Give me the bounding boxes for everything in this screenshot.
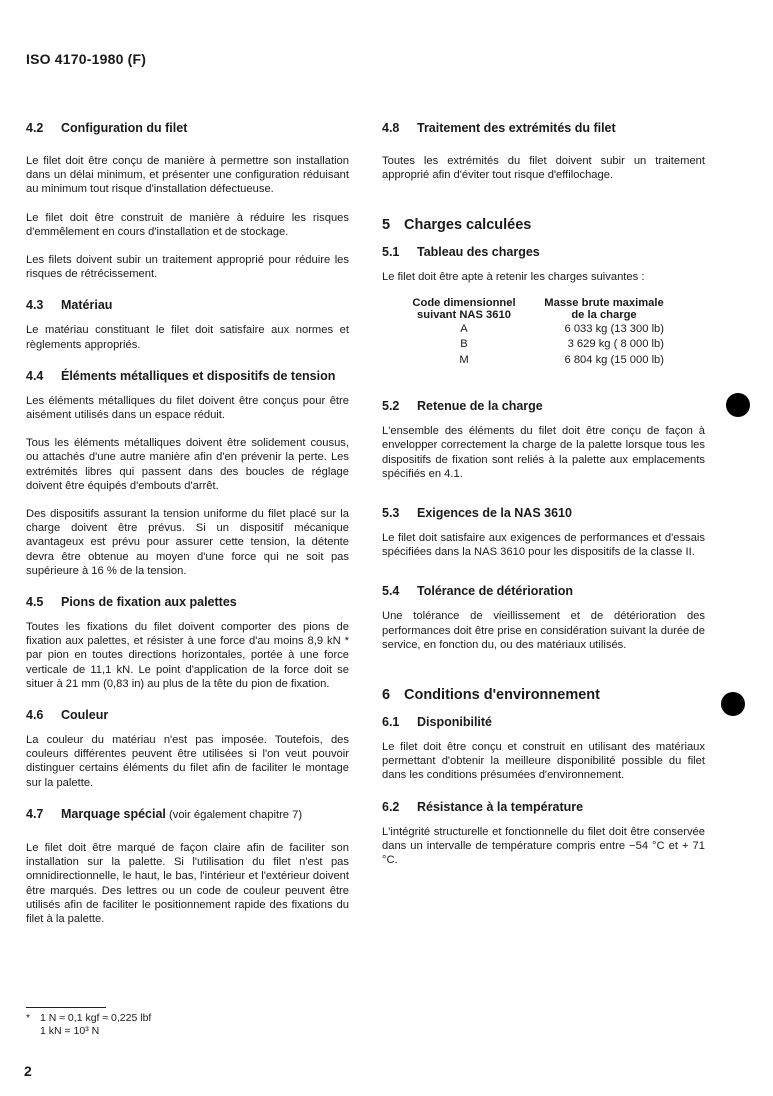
section-6-1-heading: 6.1 Disponibilité <box>382 714 492 729</box>
punch-hole-mark <box>726 393 750 417</box>
section-5-3-heading: 5.3 Exigences de la NAS 3610 <box>382 505 572 520</box>
paragraph: Des dispositifs assurant la tension uniforme du filet placé sur la charge doivent être prévus. Si un dispositif mécanique avantageux est prévu pour assurer cette tension, la détente devra être obtenue au moyen d'une force qui ne soit pas supérieure à 16 % de la tension. <box>26 508 349 577</box>
paragraph: Le filet doit être apte à retenir les charges suivantes : <box>382 271 645 284</box>
paragraph: Le filet doit satisfaire aux exigences de performances et d'essais spécifiées dans la NAS 3610 pour les dispositifs de la classe II. <box>382 531 705 559</box>
chapter-5-heading: 5 Charges calculées <box>382 217 532 234</box>
section-5-4-heading: 5.4 Tolérance de détérioration <box>382 584 574 599</box>
section-5-2-heading: 5.2 Retenue de la charge <box>382 399 543 414</box>
footnote-divider <box>26 1007 106 1008</box>
paragraph: Les éléments métalliques du filet doivent être conçus pour être aisément utilisés dans un espace réduit. <box>26 394 349 422</box>
table-row <box>394 322 674 338</box>
charges-table <box>394 297 674 369</box>
table-cell-code: A <box>460 322 468 335</box>
paragraph: Tous les éléments métalliques doivent être solidement cousus, ou attachés d'une autre manière afin d'en prévenir la perte. Les extrémités libres qui passent dans des boucles de réglage doivent être équipés d'embouts d'arrêt. <box>26 437 349 492</box>
punch-hole-mark <box>721 692 745 716</box>
section-4-7-heading: 4.7 Marquage spécial (voir également chapitre 7) <box>26 806 303 821</box>
table-header-row <box>394 297 674 322</box>
chapter-6-heading: 6 Conditions d'environnement <box>382 686 600 703</box>
section-4-6-heading: 4.6 Couleur <box>26 708 109 723</box>
document-header: ISO 4170-1980 (F) <box>26 51 147 67</box>
paragraph: Le filet doit être construit de manière à réduire les risques d'emmêlement en cours d'installation et de stockage. <box>26 211 349 238</box>
table-row <box>394 337 674 353</box>
section-4-8-heading: 4.8 Traitement des extrémités du filet <box>382 121 616 135</box>
paragraph: Le filet doit être marqué de façon claire afin de faciliter son installation sur la palette. Si l'utilisation du filet n'est pas omnidirectionnelle, le haut, le bas, l'intérieur et l'extérieur doivent être marqués. Des lettres ou un code de couleur peuvent être utilisés afin de faciliter le positionnement rapide des fixations du filet à la palette. <box>26 841 349 925</box>
section-6-2-heading: 6.2 Résistance à la température <box>382 799 584 814</box>
paragraph: Toutes les extrémités du filet doivent subir un traitement approprié afin d'éviter tout risque d'effilochage. <box>382 155 705 182</box>
paragraph: La couleur du matériau n'est pas imposée. Toutefois, des couleurs différentes peuvent être utilisées si l'on veut pouvoir distinguer certains éléments du filet afin de faciliter le montage sur la palette. <box>26 734 349 789</box>
footnote <box>26 1007 286 1038</box>
section-5-1-heading: 5.1 Tableau des charges <box>382 245 540 260</box>
paragraph: L'intégrité structurelle et fonctionnelle du filet doit être conservée dans un intervalle de température compris entre −54 °C et + 71 °C. <box>382 825 705 866</box>
table-row <box>394 353 674 369</box>
column-header-code: Code dimensionnel suivant NAS 3610 <box>412 296 516 322</box>
column-header-mass: Masse brute maximale de la charge <box>544 296 664 322</box>
section-4-2-heading: 4.2 Configuration du filet <box>26 121 188 135</box>
table-cell-mass: 3 629 kg ( 8 000 lb) <box>567 338 664 351</box>
paragraph: Le matériau constituant le filet doit satisfaire aux normes et règlements appropriés. <box>26 324 349 351</box>
footnote-line: 1 kN = 10³ N <box>40 1025 100 1037</box>
section-4-4-heading: 4.4 Éléments métalliques et dispositifs de tension <box>26 368 336 383</box>
left-column <box>26 120 349 940</box>
section-4-5-heading: 4.5 Pions de fixation aux palettes <box>26 595 237 610</box>
table-cell-code: B <box>460 338 468 351</box>
page-number: 2 <box>24 1063 32 1079</box>
paragraph: Le filet doit être conçu et construit en utilisant des matériaux permettant d'obtenir la meilleure disponibilité possible du filet dans les conditions présumées d'environnement. <box>382 740 705 782</box>
table-cell-code: M <box>459 353 469 366</box>
paragraph: Une tolérance de vieillissement et de détérioration des performances doit être prise en considération suivant la durée de service, en fonction du, ou des matériaux utilisés. <box>382 610 705 651</box>
paragraph: Toutes les fixations du filet doivent comporter des pions de fixation aux palettes, et résister à une force d'au moins 8,9 kN * par pion en toutes directions horizontales, portée à une force verticale de 11,1 kN. Le point d'application de la force doit se situer à 21 mm (0,83 in) au plus de la tête du pion de fixation. <box>26 621 349 690</box>
paragraph: L'ensemble des éléments du filet doit être conçu de façon à envelopper correctement la charge de la palette lorsque tous les dispositifs de fixation sont reliés à la palette aux emplacements spécifiés en 4.1. <box>382 425 705 480</box>
right-column <box>382 120 705 881</box>
footnote-line: * 1 N ≈ 0,1 kgf ≈ 0,225 lbf <box>26 1012 152 1024</box>
paragraph: Le filet doit être conçu de manière à permettre son installation dans un délai minimum, et présenter une configuration réduisant au minimum tout risque d'installation défectueuse. <box>26 155 349 196</box>
section-4-3-heading: 4.3 Matériau <box>26 298 113 313</box>
paragraph: Les filets doivent subir un traitement approprié pour réduire les risques de rétrécissement. <box>26 254 349 281</box>
table-cell-mass: 6 804 kg (15 000 lb) <box>564 353 664 366</box>
table-cell-mass: 6 033 kg (13 300 lb) <box>564 322 664 335</box>
